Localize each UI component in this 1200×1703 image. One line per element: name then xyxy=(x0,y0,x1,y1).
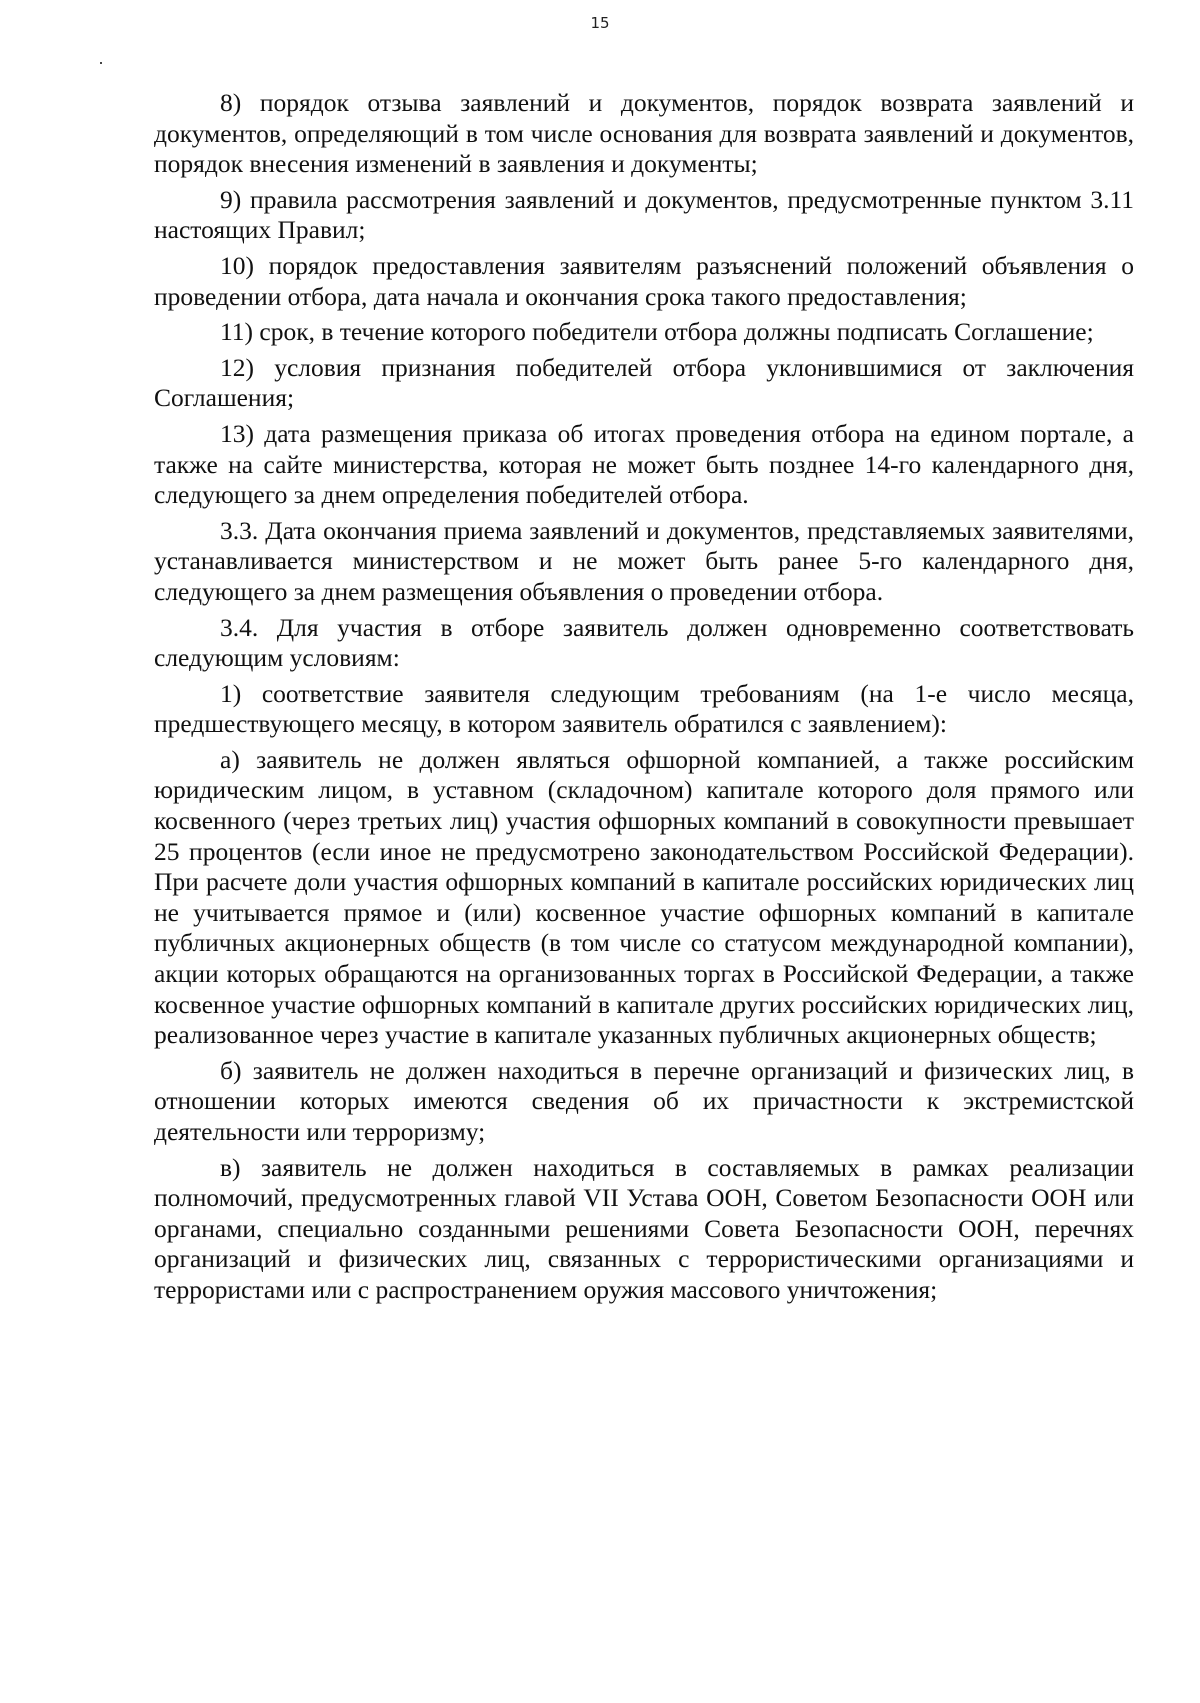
paragraph-item-13: 13) дата размещения приказа об итогах проведения отбора на едином портале, а также на сайте министерства, которая не может быть позднее 14-го календарного дня, следующего за днем определения победителей отбора. xyxy=(154,418,1134,510)
paragraph-item-8: 8) порядок отзыва заявлений и документов, порядок возврата заявлений и документов, определяющий в том числе основания для возврата заявлений и документов, порядок внесения изменений в заявления и документы; xyxy=(154,88,1134,179)
paragraph-item-9: 9) правила рассмотрения заявлений и документов, предусмотренные пунктом 3.11 настоящих Правил; xyxy=(154,184,1134,245)
paragraph-condition-1: 1) соответствие заявителя следующим требованиям (на 1-е число месяца, предшествующего месяцу, в котором заявитель обратился с заявлением): xyxy=(154,678,1134,739)
page-number: 15 xyxy=(590,14,610,32)
paragraph-subitem-a: а) заявитель не должен являться офшорной компанией, а также российским юридическим лицом, в уставном (складочном) капитале которого доля прямого или косвенного (через третьих лиц) участия офшорных компаний в совокупности превышает 25 процентов (если иное не предусмотрено законодательством Российской Федерации). При расчете доли участия офшорных компаний в капитале российских юридических лиц не учитывается прямое и (или) косвенное участие офшорных компаний в капитале публичных акционерных обществ (в том числе со статусом международной компании), акции которых обращаются на организованных торгах в Российской Федерации, а также косвенное участие офшорных компаний в капитале других российских юридических лиц, реализованное через участие в капитале указанных публичных акционерных обществ; xyxy=(154,744,1134,1050)
paragraph-subitem-b: б) заявитель не должен находиться в перечне организаций и физических лиц, в отношении которых имеются сведения об их причастности к экстремистской деятельности или терроризму; xyxy=(154,1055,1134,1146)
scan-speck xyxy=(100,62,102,64)
paragraph-item-11: 11) срок, в течение которого победители отбора должны подписать Соглашение; xyxy=(220,317,1094,347)
paragraph-item-12: 12) условия признания победителей отбора уклонившимися от заключения Соглашения; xyxy=(154,352,1134,413)
paragraph-item-10: 10) порядок предоставления заявителям разъяснений положений объявления о проведении отбора, дата начала и окончания срока такого предоставления; xyxy=(154,250,1134,311)
paragraph-3-4: 3.4. Для участия в отборе заявитель должен одновременно соответствовать следующим условиям: xyxy=(154,612,1134,673)
paragraph-3-3: 3.3. Дата окончания приема заявлений и документов, представляемых заявителями, устанавливается министерством и не может быть ранее 5-го календарного дня, следующего за днем размещения объявления о проведении отбора. xyxy=(154,515,1134,606)
paragraph-subitem-v: в) заявитель не должен находиться в составляемых в рамках реализации полномочий, предусмотренных главой VII Устава ООН, Советом Безопасности ООН или органами, специально созданными решениями Совета Безопасности ООН, перечнях организаций и физических лиц, связанных с террористическими организациями и террористами или с распространением оружия массового уничтожения; xyxy=(154,1152,1134,1304)
document-body xyxy=(154,88,1134,1306)
